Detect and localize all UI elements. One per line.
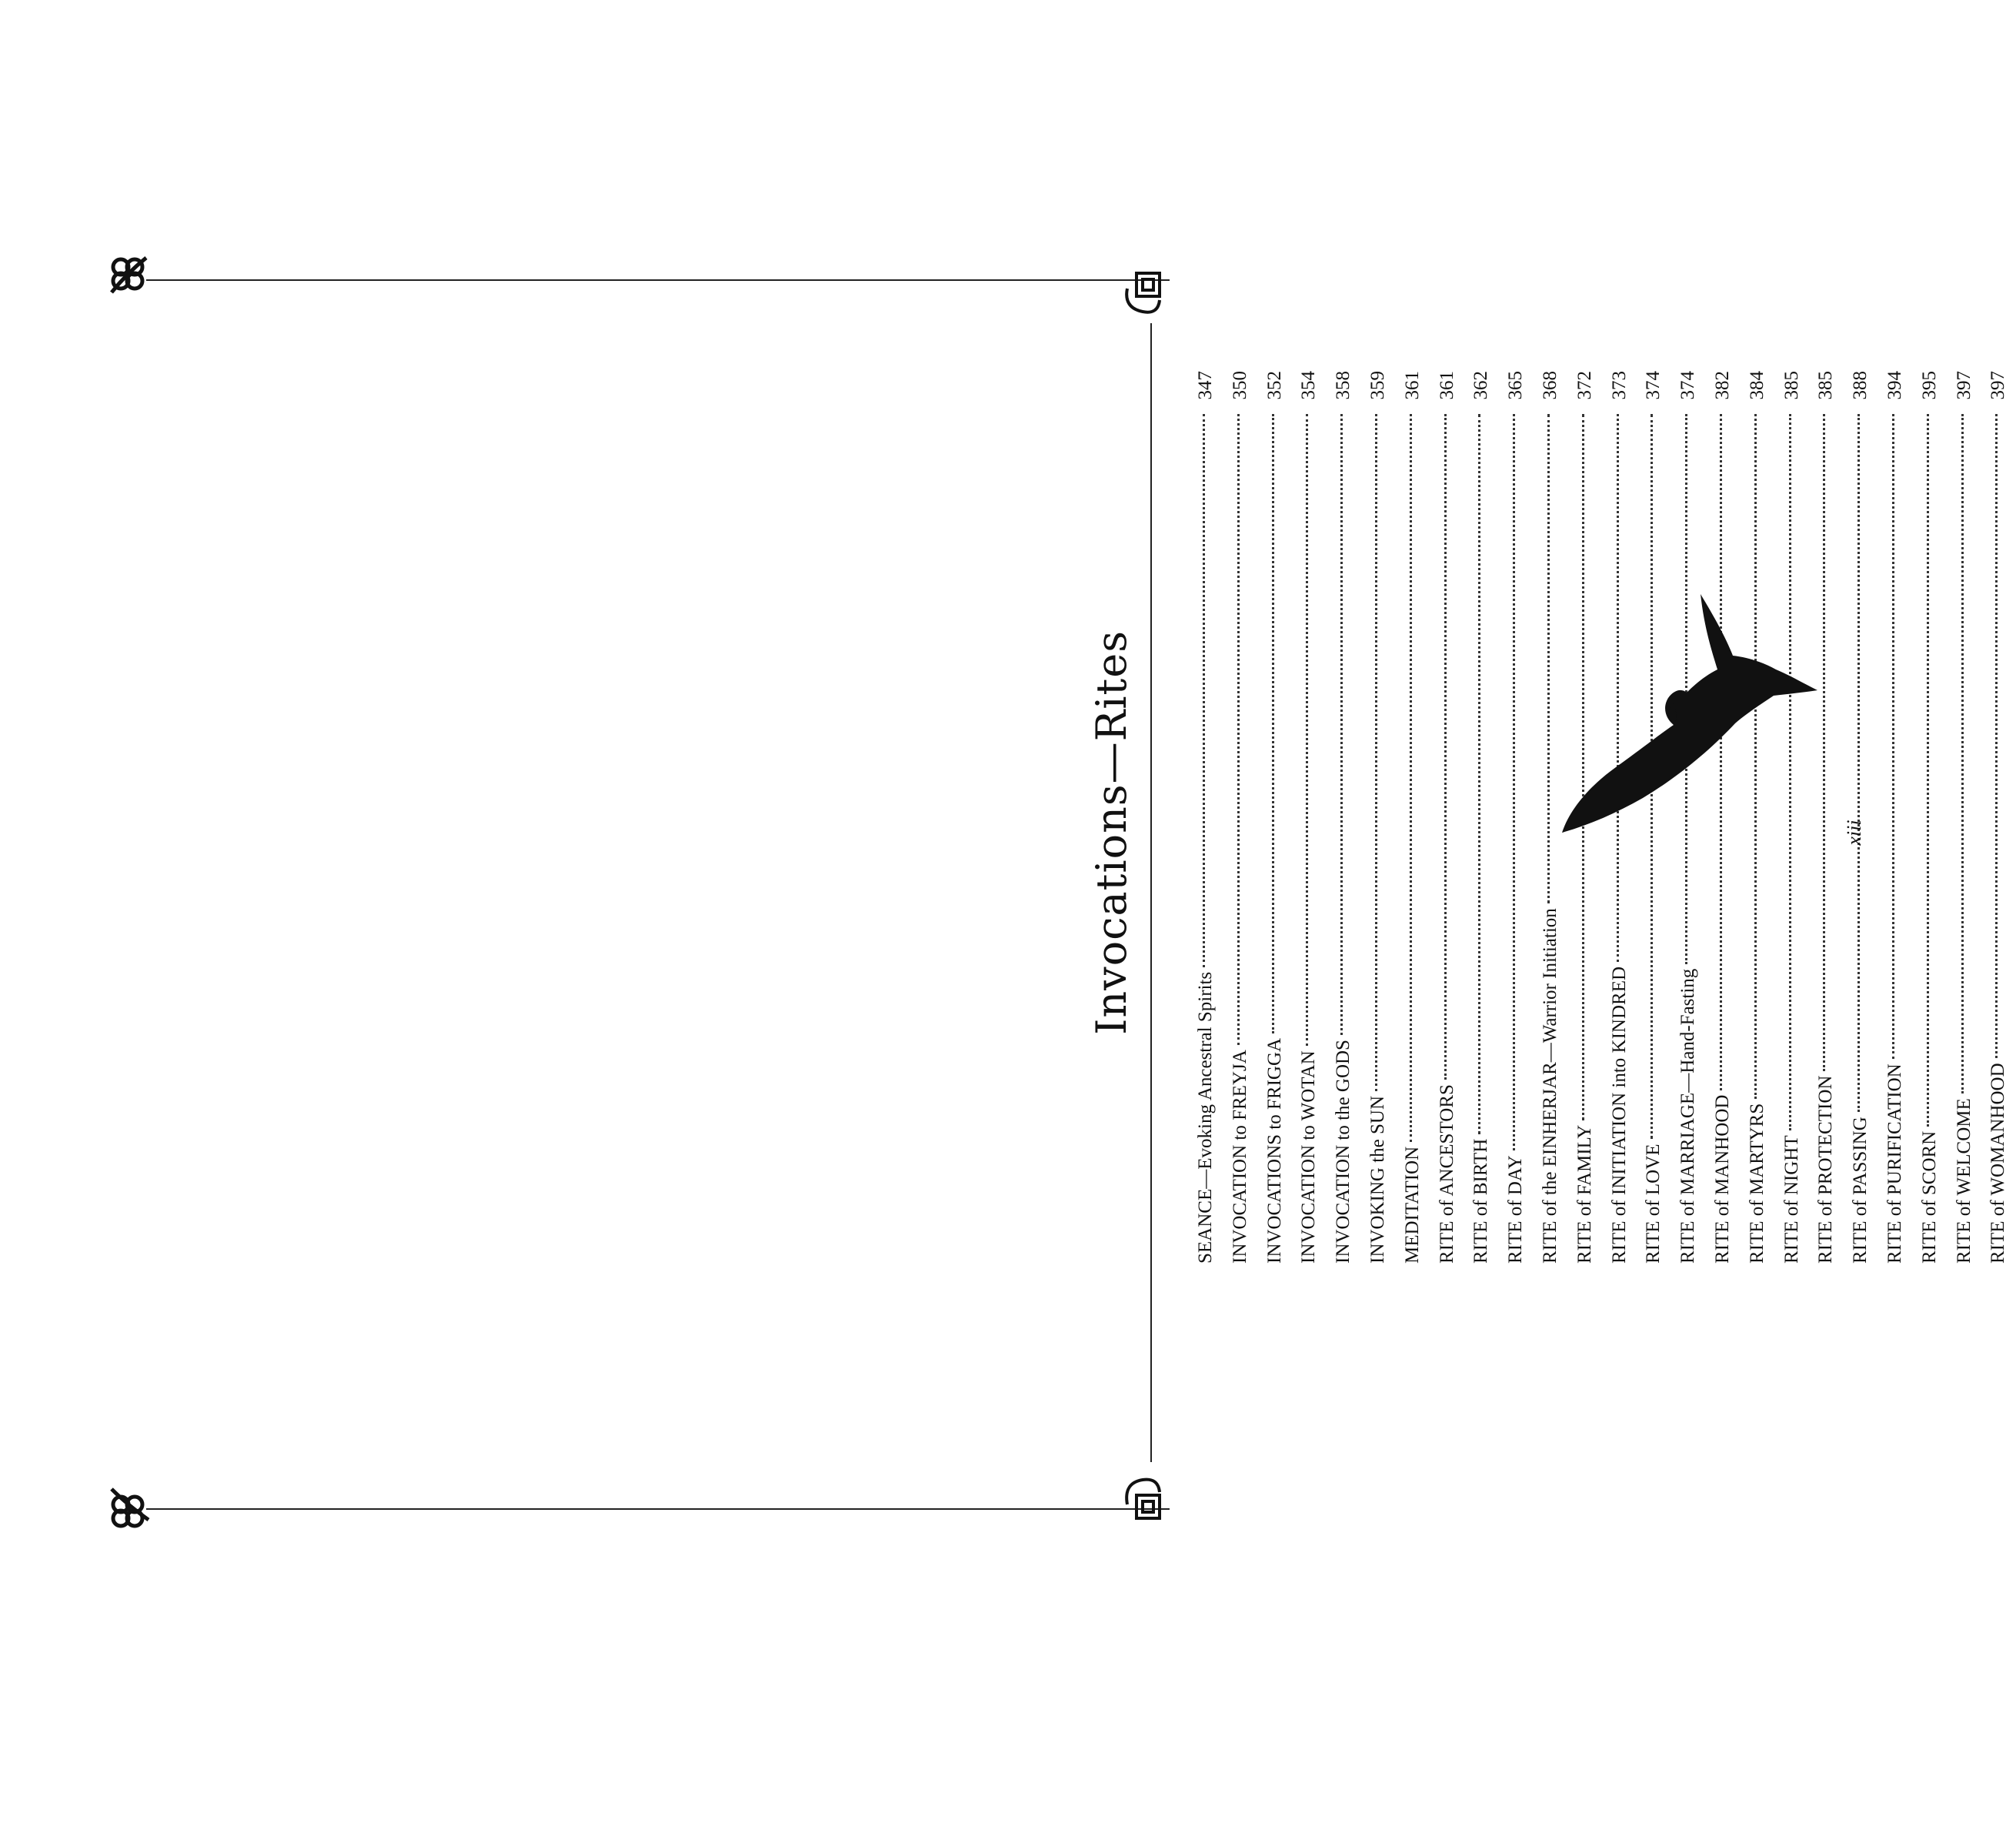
toc-row xyxy=(1292,371,1327,1264)
celtic-knot-icon xyxy=(104,1481,158,1535)
toc-page: 373 xyxy=(1608,371,1630,400)
toc-label: RITE of INITIATION into KINDRED xyxy=(1608,966,1630,1264)
toc-page: 374 xyxy=(1677,371,1699,400)
toc-label: RITE of LOVE xyxy=(1643,1144,1664,1264)
toc-row xyxy=(1948,371,1982,1264)
toc-page: 359 xyxy=(1367,371,1388,400)
toc-row xyxy=(1913,371,1948,1264)
page-title: Invocations—Rites xyxy=(1087,630,1136,1035)
rotated-page xyxy=(1073,255,2009,1410)
toc-page: 358 xyxy=(1333,371,1354,400)
page-number: xiii xyxy=(1843,820,1865,846)
toc-page: 397 xyxy=(1988,371,2009,400)
toc-label: RITE of NIGHT xyxy=(1781,1135,1802,1264)
toc-row xyxy=(1223,371,1258,1264)
toc-row xyxy=(1189,371,1223,1264)
toc-label: RITE of MANHOOD xyxy=(1711,1094,1733,1264)
dot-leader xyxy=(1237,414,1240,1045)
toc-label: INVOKING the SUN xyxy=(1367,1095,1388,1264)
toc-page: 395 xyxy=(1918,371,1940,400)
toc-row xyxy=(1327,371,1361,1264)
toc-label: RITE of FAMILY xyxy=(1574,1124,1595,1264)
toc-page: 350 xyxy=(1229,371,1250,400)
toc-label: SEANCE—Evoking Ancestral Spirits xyxy=(1195,971,1216,1264)
dot-leader xyxy=(1444,414,1447,1080)
dot-leader xyxy=(1995,414,1998,1058)
toc-label: RITE of WOMANHOOD xyxy=(1988,1063,2009,1264)
toc-page: 374 xyxy=(1643,371,1664,400)
toc-label: RITE of the EINHERJAR—Warrior Initiation xyxy=(1539,908,1560,1264)
toc-page: 372 xyxy=(1574,371,1595,400)
toc-label: INVOCATION to the GODS xyxy=(1333,1040,1354,1264)
frame-top-line xyxy=(146,279,1170,281)
toc-page: 388 xyxy=(1850,371,1871,400)
dot-leader xyxy=(1927,414,1929,1127)
toc-page: 384 xyxy=(1746,371,1767,400)
dot-leader xyxy=(1306,414,1308,1046)
toc-row xyxy=(1981,371,2016,1264)
toc-label: RITE of MARRIAGE—Hand-Fasting xyxy=(1677,968,1699,1264)
dot-leader xyxy=(1203,414,1205,967)
toc-label: MEDITATION xyxy=(1401,1146,1423,1264)
toc-page: 347 xyxy=(1195,371,1216,400)
dot-leader xyxy=(1478,414,1480,1134)
dot-leader xyxy=(1410,414,1412,1142)
dot-leader xyxy=(1961,414,1964,1093)
toc-label: INVOCATIONS to FRIGGA xyxy=(1263,1037,1285,1264)
toc-label: RITE of DAY xyxy=(1505,1155,1527,1264)
toc-label: RITE of BIRTH xyxy=(1470,1138,1492,1264)
toc-row xyxy=(1430,371,1465,1264)
toc-label: INVOCATION to WOTAN xyxy=(1298,1050,1320,1264)
toc-label: RITE of MARTYRS xyxy=(1746,1103,1767,1264)
toc-row xyxy=(1361,371,1396,1264)
raven-silhouette-icon xyxy=(1516,586,1824,840)
toc-page: 397 xyxy=(1953,371,1974,400)
toc-label: RITE of SCORN xyxy=(1918,1130,1940,1264)
toc-page: 365 xyxy=(1505,371,1527,400)
toc-page: 361 xyxy=(1401,371,1423,400)
toc-page: 362 xyxy=(1470,371,1492,400)
toc-page: 361 xyxy=(1436,371,1457,400)
toc-label: RITE of WELCOME xyxy=(1953,1098,1974,1264)
toc-row xyxy=(1258,371,1293,1264)
toc-label: INVOCATION to FREYJA xyxy=(1229,1050,1250,1264)
frame-bottom-line xyxy=(146,1508,1170,1510)
toc-row xyxy=(1878,371,1913,1264)
dot-leader xyxy=(1513,414,1515,1150)
toc-label: RITE of PASSING xyxy=(1850,1117,1871,1264)
toc-page: 354 xyxy=(1298,371,1320,400)
toc-page: 385 xyxy=(1815,371,1837,400)
toc-label: RITE of PROTECTION xyxy=(1815,1075,1837,1264)
dot-leader xyxy=(1272,414,1274,1033)
toc-page: 382 xyxy=(1711,371,1733,400)
toc-page: 352 xyxy=(1263,371,1285,400)
celtic-knot-icon xyxy=(104,250,158,304)
dot-leader xyxy=(1340,414,1343,1035)
toc-label: RITE of PURIFICATION xyxy=(1884,1063,1905,1264)
dot-leader xyxy=(1892,414,1894,1059)
celtic-square-knot-icon xyxy=(1120,1474,1173,1528)
toc-page: 394 xyxy=(1884,371,1905,400)
toc-page: 368 xyxy=(1539,371,1560,400)
toc-label: RITE of ANCESTORS xyxy=(1436,1084,1457,1264)
toc-page: 385 xyxy=(1781,371,1802,400)
toc-row xyxy=(1464,371,1499,1264)
toc-row xyxy=(1396,371,1430,1264)
dot-leader xyxy=(1375,414,1377,1091)
